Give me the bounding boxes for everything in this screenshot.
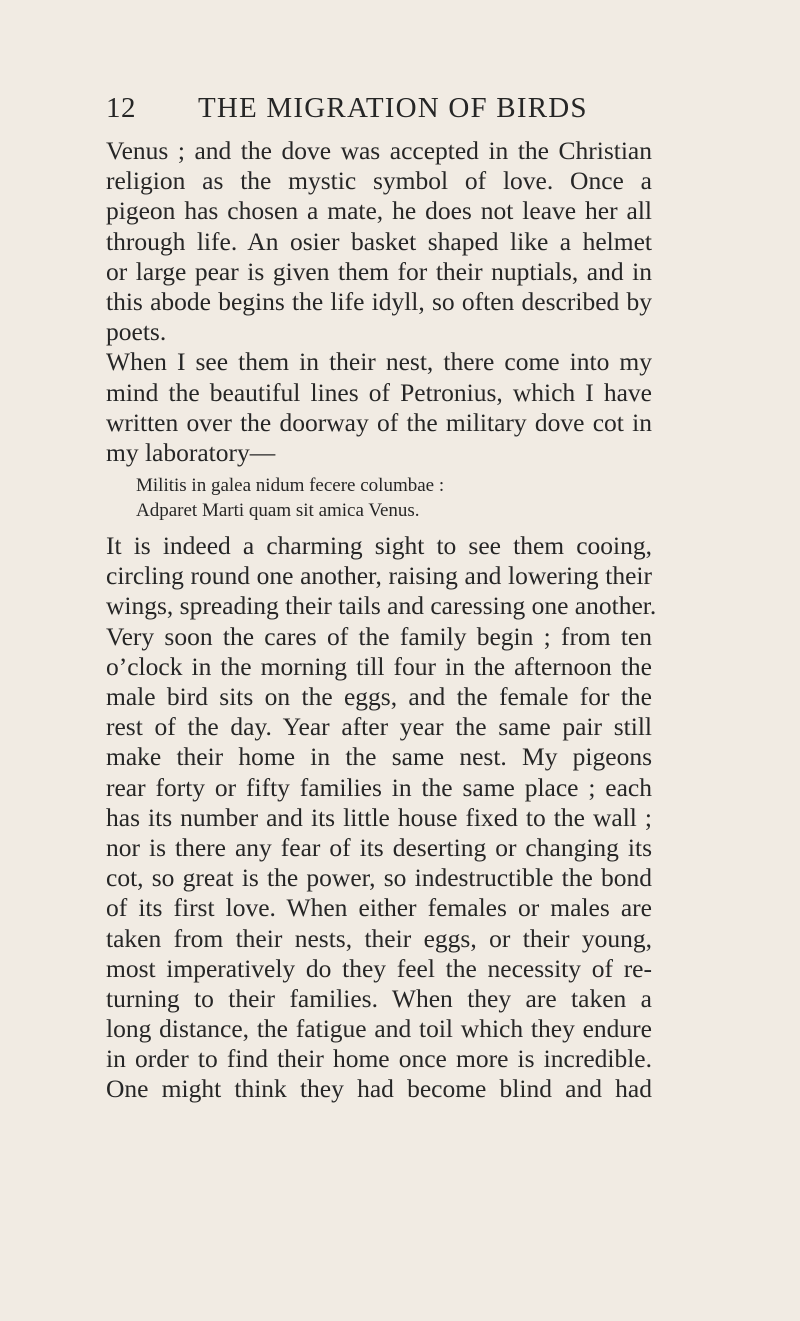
text-line: o’clock in the morning till four in the afternoon the <box>106 651 652 681</box>
text-line: It is indeed a charming sight to see them cooing, <box>106 531 652 561</box>
text-line: my laboratory— <box>106 437 276 467</box>
paragraph-3 <box>106 531 657 1105</box>
quote-line: Adparet Marti quam sit amica Venus. <box>136 499 420 521</box>
text-line: Venus ; and the dove was accepted in the Christian <box>106 136 652 165</box>
text-line: has its number and its little house fixed to the wall ; <box>106 802 652 832</box>
text-line: One might think they had become blind and had <box>106 1074 652 1104</box>
text-line: long distance, the fatigue and toil which they endure <box>106 1014 652 1044</box>
text-line: of its first love. When either females or males are <box>106 893 652 923</box>
text-line: male bird sits on the eggs, and the female for the <box>106 682 652 711</box>
text-line: in order to find their home once more is incredible. <box>106 1044 652 1074</box>
text-line: taken from their nests, their eggs, or their young, <box>106 923 652 953</box>
text-line: or large pear is given them for their nuptials, and in <box>106 256 652 286</box>
paragraph-1 <box>106 136 652 347</box>
text-line: mind the beautiful lines of Petronius, which I have <box>106 377 652 407</box>
running-title: THE MIGRATION OF BIRDS <box>198 92 588 124</box>
text-line: make their home in the same nest. My pigeons <box>106 742 652 772</box>
latin-quote <box>136 474 652 523</box>
text-line: this abode begins the life idyll, so often described by <box>106 286 652 316</box>
paragraph-2 <box>106 347 652 468</box>
text-line: wings, spreading their tails and caressing one another. <box>106 591 657 621</box>
text-line: through life. An osier basket shaped like a helmet <box>106 226 652 256</box>
text-line: Very soon the cares of the family begin ; from ten <box>106 621 652 651</box>
text-line: When I see them in their nest, there come into my <box>106 347 652 377</box>
text-line: rest of the day. Year after year the same pair still <box>106 712 652 742</box>
quote-line: Militis in galea nidum fecere columbae : <box>136 475 445 497</box>
text-line: pigeon has chosen a mate, he does not leave her all <box>106 196 652 226</box>
text-line: nor is there any fear of its deserting or changing its <box>106 832 652 862</box>
text-line: cot, so great is the power, so indestructible the bond <box>106 863 652 893</box>
text-line: most imperatively do they feel the necessity of re- <box>106 953 652 983</box>
text-line: written over the doorway of the military dove cot in <box>106 407 652 437</box>
text-line: religion as the mystic symbol of love. Once a <box>106 166 652 196</box>
text-line: poets. <box>106 317 167 347</box>
text-line: circling round one another, raising and lowering their <box>106 561 652 591</box>
text-line: turning to their families. When they are taken a <box>106 983 652 1013</box>
page-number: 12 <box>106 92 136 124</box>
page-header <box>106 92 652 132</box>
text-line: rear forty or fifty families in the same place ; each <box>106 772 652 802</box>
body-text <box>106 136 657 1105</box>
